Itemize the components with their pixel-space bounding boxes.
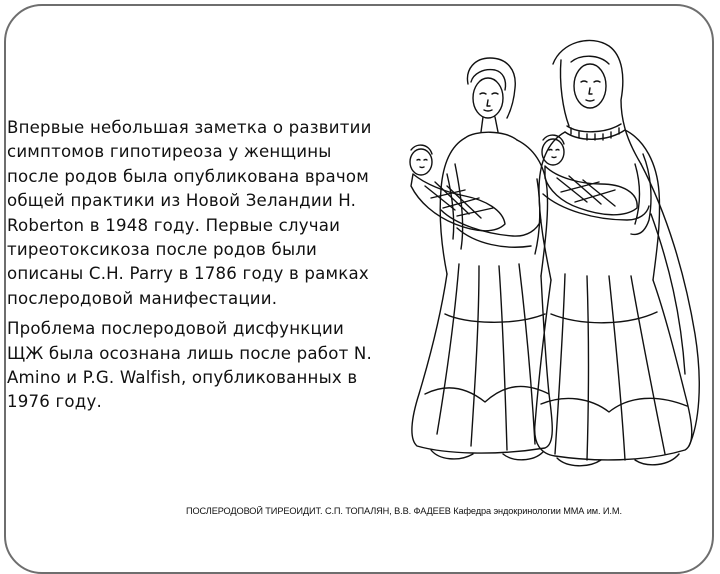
left-woman-figure <box>410 58 552 460</box>
left-infant <box>410 145 505 231</box>
body-text <box>7 116 377 415</box>
right-woman-figure <box>535 40 700 465</box>
paragraph-history: Впервые небольшая заметка о развитии симптомов гипотиреоза у женщины после родов была опубликована врачом общей практики из Новой Зеландии H. Roberton в 1948 году. Первые случаи тиреотоксикоза после родов были описаны C.H. Parry в 1786 году в рамках послеродовой манифестации. <box>7 118 372 308</box>
footer-credit: ПОСЛЕРОДОВОЙ ТИРЕОИДИТ. С.П. ТОПАЛЯН, В.В. ФАДЕЕВ Кафедра эндокринологии ММА им. И.М. <box>186 506 622 516</box>
women-with-infants-illustration <box>395 14 720 484</box>
paragraph-recognition: Проблема послеродовой дисфункции ЩЖ была осознана лишь после работ N. Amino и P.G. Walfish, опубликованных в 1976 году. <box>7 319 373 412</box>
